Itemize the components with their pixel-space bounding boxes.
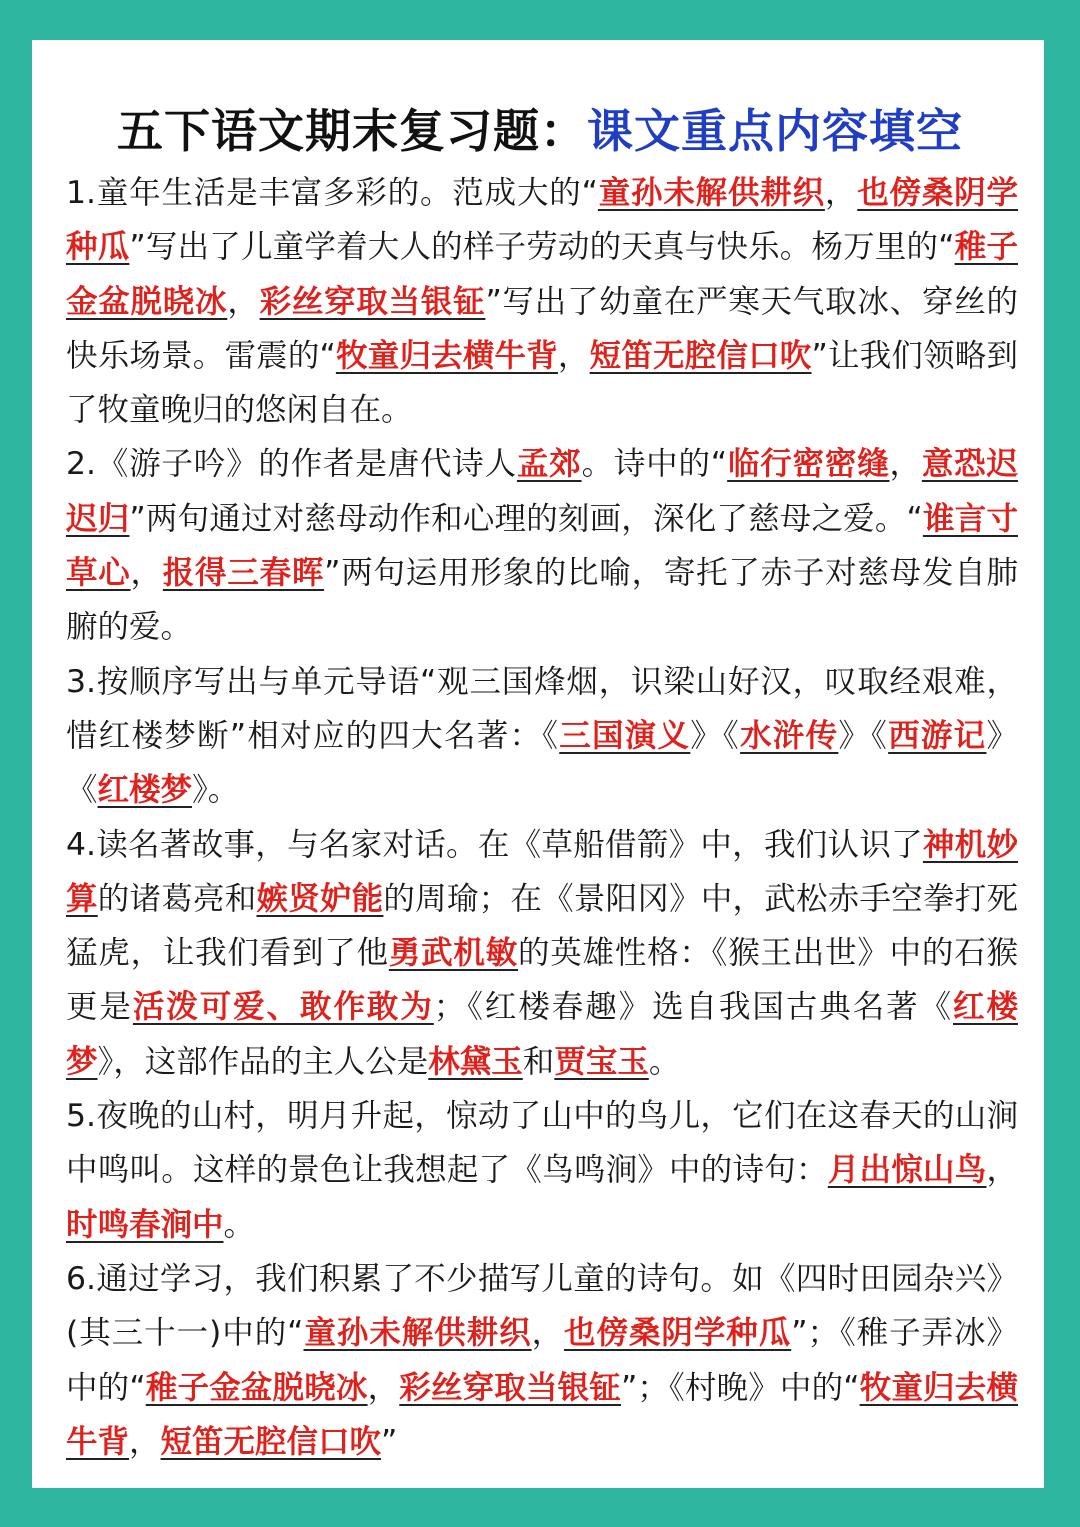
- answer-blank: 嫉贤妒能: [256, 879, 384, 917]
- question-text: 》《: [66, 717, 1018, 809]
- question-text: 6.通过学习，我们积累了不少描写儿童的诗句。如《四时田园杂兴》(其三十一)中的“: [66, 1260, 1018, 1352]
- question-text: 5.夜晚的山村，明月升起，惊动了山中的鸟儿，它们在这春天的山涧中鸣叫。这样的景色让我想起了《鸟鸣涧》中的诗句：: [66, 1098, 1018, 1189]
- question-item: [66, 437, 1018, 654]
- question-text: ”；《村晚》中的“: [620, 1369, 860, 1406]
- answer-blank: 月出惊山鸟: [827, 1151, 987, 1189]
- question-text: 4.读名著故事，与名家对话。在《草船借箭》中，我们认识了: [66, 826, 923, 863]
- question-item: [66, 1089, 1018, 1252]
- question-text: 3.按顺序写出与单元导语“观三国烽烟，识梁山好汉，叹取经艰难，惜红楼梦断”相对应的四大名著：《: [66, 663, 1018, 754]
- answer-blank: 西游记: [888, 716, 987, 754]
- page-title: [0, 101, 1080, 161]
- answer-blank: 短笛无腔信口吹: [589, 336, 812, 374]
- question-list: [66, 166, 1018, 1469]
- question-text: ，: [227, 283, 260, 320]
- question-text: 和: [522, 1043, 555, 1080]
- question-text: 1.童年生活是丰富多彩的。范成大的“: [66, 175, 598, 211]
- question-text: ，: [129, 1423, 161, 1460]
- question-text: 的英雄性格：《猴王出世》中的石猴更是: [66, 935, 1018, 1026]
- answer-blank: 童孙未解供耕织: [303, 1314, 532, 1352]
- answer-blank: 水浒传: [740, 716, 839, 754]
- question-text: ，: [130, 555, 163, 592]
- answer-blank: 报得三春晖: [162, 554, 325, 592]
- answer-blank: 临行密密缝: [727, 445, 890, 483]
- title-topic: 课文重点内容填空: [587, 103, 963, 158]
- question-text: ，: [986, 1152, 1018, 1189]
- answer-blank: 孟郊: [516, 445, 582, 483]
- answer-blank: 意恐迟迟归: [66, 445, 1018, 537]
- question-text: 的周瑜；在《景阳冈》中，武松赤手空拳打死猛虎，让我们看到了他: [66, 880, 1018, 972]
- answer-blank: 短笛无腔信口吹: [160, 1422, 382, 1460]
- title-main: 五下语文期末复习题：: [117, 103, 587, 158]
- answer-blank: 时鸣春涧中: [66, 1205, 224, 1243]
- question-text: ”写出了儿童学着大人的样子劳动的天真与快乐。杨万里的“: [129, 229, 955, 266]
- answer-blank: 三国演义: [559, 716, 691, 754]
- answer-blank: 彩丝穿取当银钲: [399, 1368, 621, 1406]
- question-text: ，: [531, 1315, 565, 1352]
- question-text: 》《: [838, 717, 889, 754]
- question-text: ”: [381, 1423, 398, 1460]
- question-text: ；《红楼春趣》选自我国古典名著《: [433, 989, 954, 1026]
- question-text: ，: [889, 446, 922, 483]
- question-text: ，: [557, 337, 590, 374]
- answer-blank: 也傍桑阴学种瓜: [66, 174, 1018, 266]
- question-text: 。诗中的“: [581, 446, 728, 483]
- answer-blank: 稚子金盆脱晓冰: [66, 228, 1018, 320]
- answer-blank: 稚子金盆脱晓冰: [145, 1368, 368, 1406]
- question-text: ”两句运用形象的比喻，寄托了赤子对慈母发自肺腑的爱。: [66, 555, 1018, 646]
- answer-blank: 勇武机敏: [388, 934, 518, 972]
- question-text: ”两句通过对慈母动作和心理的刻画，深化了慈母之爱。“: [129, 500, 923, 537]
- answer-blank: 牧童归去横牛背: [66, 1368, 1018, 1460]
- question-item: [66, 655, 1018, 818]
- question-text: 2.《游子吟》的作者是唐代诗人: [66, 446, 517, 483]
- question-text: 》《: [690, 717, 741, 754]
- answer-blank: 也傍桑阴学种瓜: [564, 1314, 792, 1352]
- question-text: 》，这部作品的主人公是: [97, 1043, 429, 1080]
- answer-blank: 红楼梦: [97, 771, 193, 809]
- question-item: [66, 166, 1018, 437]
- question-item: [66, 1252, 1018, 1469]
- question-text: 》。: [192, 772, 240, 809]
- question-text: 。: [223, 1206, 256, 1243]
- answer-blank: 活泼可爱、敢作敢为: [132, 988, 434, 1026]
- answer-blank: 贾宝玉: [554, 1042, 649, 1080]
- answer-blank: 神机妙算: [66, 825, 1018, 917]
- question-text: ，: [824, 175, 858, 211]
- answer-blank: 童孙未解供耕织: [597, 174, 825, 211]
- question-text: ”写出了幼童在严寒天气取冰、穿丝的快乐场景。雷震的“: [66, 283, 1018, 374]
- answer-blank: 林黛玉: [428, 1042, 523, 1080]
- answer-blank: 红楼梦: [66, 988, 1018, 1080]
- question-text: 。: [648, 1043, 681, 1080]
- question-item: [66, 818, 1018, 1089]
- answer-blank: 彩丝穿取当银钲: [259, 282, 486, 320]
- question-text: ”；《稚子弄冰》中的“: [66, 1315, 1018, 1406]
- question-text: ”让我们领略到了牧童晚归的悠闲自在。: [66, 337, 1018, 429]
- answer-blank: 牧童归去横牛背: [335, 336, 558, 374]
- question-text: 的诸葛亮和: [97, 880, 257, 917]
- question-text: ，: [367, 1369, 400, 1406]
- answer-blank: 谁言寸草心: [66, 499, 1018, 592]
